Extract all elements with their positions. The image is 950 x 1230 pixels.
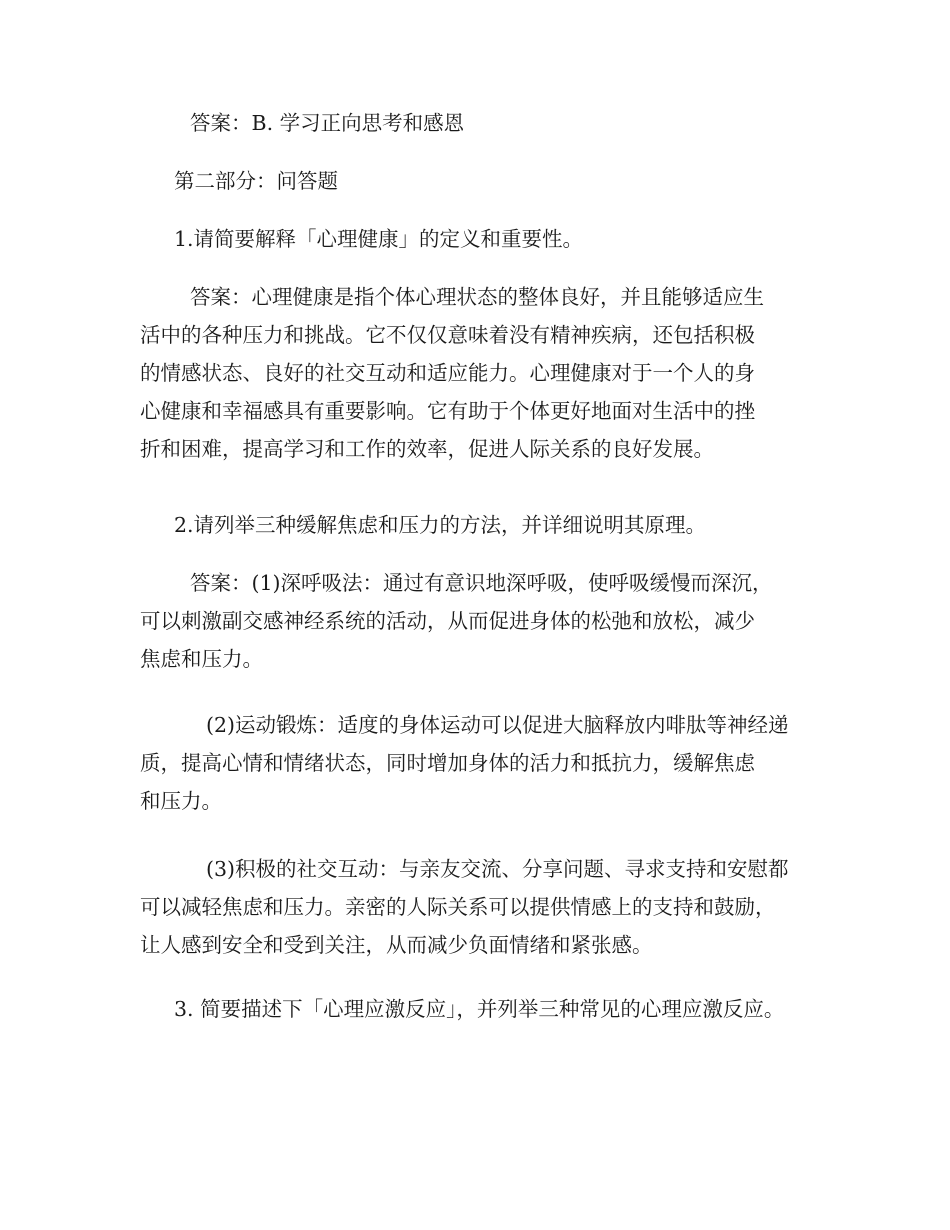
- answer-text: 答案：B. 学习正向思考和感恩: [190, 111, 465, 135]
- question-3: [140, 990, 830, 1028]
- answer-line: 的情感状态、良好的社交互动和适应能力。心理健康对于一个人的身: [140, 361, 755, 385]
- answer-2-method-3: [140, 850, 830, 964]
- section-heading: 第二部分：问答题: [174, 169, 338, 193]
- answer-line: 折和困难，提高学习和工作的效率，促进人际关系的良好发展。: [140, 437, 714, 461]
- answer-line: 让人感到安全和受到关注，从而减少负面情绪和紧张感。: [140, 933, 653, 957]
- answer-line: 可以减轻焦虑和压力。亲密的人际关系可以提供情感上的支持和鼓励，: [140, 895, 776, 919]
- answer-line: (3)积极的社交互动：与亲友交流、分享问题、寻求支持和安慰都: [206, 857, 789, 881]
- answer-line: 活中的各种压力和挑战。它不仅仅意味着没有精神疾病，还包括积极: [140, 323, 755, 347]
- question-text: 3. 简要描述下「心理应激反应」，并列举三种常见的心理应激反应。: [174, 997, 785, 1021]
- question-1: [140, 220, 830, 258]
- answer-2-method-1: [140, 564, 830, 678]
- answer-line: (2)运动锻炼：适度的身体运动可以促进大脑释放内啡肽等神经递: [206, 713, 789, 737]
- answer-b-line: [140, 104, 830, 142]
- answer-line: 质，提高心情和情绪状态，同时增加身体的活力和抵抗力，缓解焦虑: [140, 751, 755, 775]
- answer-line: 答案：(1)深呼吸法：通过有意识地深呼吸，使呼吸缓慢而深沉，: [190, 571, 773, 595]
- question-2: [140, 506, 830, 544]
- part-two-heading: [140, 162, 830, 200]
- question-text: 1.请简要解释「心理健康」的定义和重要性。: [174, 227, 584, 251]
- answer-line: 答案：心理健康是指个体心理状态的整体良好，并且能够适应生: [190, 285, 764, 309]
- answer-line: 和压力。: [140, 789, 222, 813]
- question-text: 2.请列举三种缓解焦虑和压力的方法，并详细说明其原理。: [174, 513, 707, 537]
- answer-2-method-2: [140, 706, 830, 820]
- answer-line: 焦虑和压力。: [140, 647, 263, 671]
- answer-1: [140, 278, 830, 468]
- answer-line: 可以刺激副交感神经系统的活动，从而促进身体的松弛和放松，减少: [140, 609, 755, 633]
- answer-line: 心健康和幸福感具有重要影响。它有助于个体更好地面对生活中的挫: [140, 399, 755, 423]
